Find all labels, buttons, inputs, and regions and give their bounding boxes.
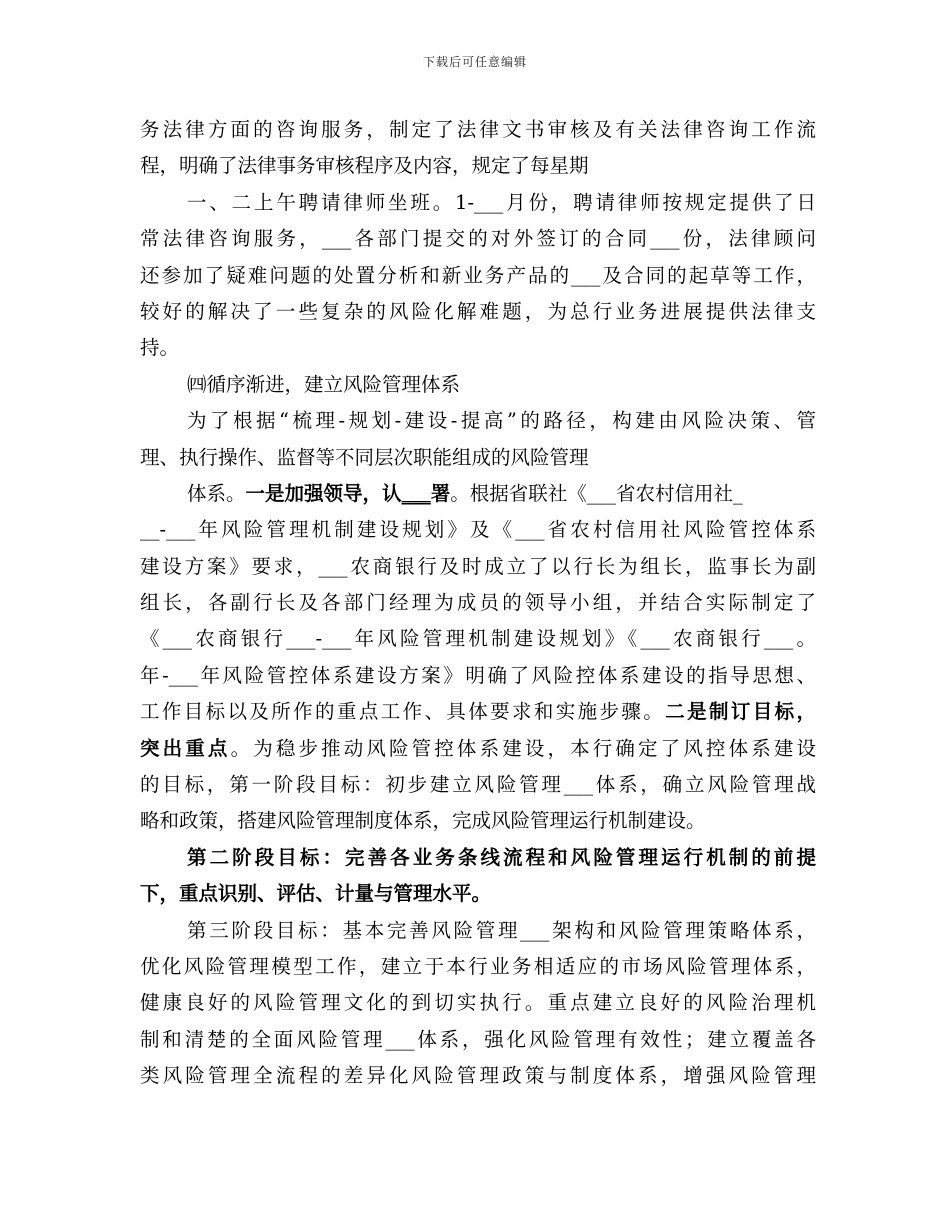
document-body xyxy=(140,112,816,1095)
text-line: 的目标，第一阶段目标：初步建立风险管理___体系，确立风险管理战 xyxy=(140,773,816,797)
text-line: 较好的解决了一些复杂的风险化解难题，为总行业务进展提供法律支 xyxy=(140,299,816,323)
text-line: 年-___年风险管控体系建设方案》明确了风险控体系建设的指导思想、 xyxy=(140,663,816,687)
text-run: 体系。 xyxy=(187,481,246,505)
text-line xyxy=(140,694,816,730)
text-line: ㈣循序渐进，建立风险管理体系 xyxy=(187,372,461,396)
bold-text: 一是加强领导，认 xyxy=(245,481,402,505)
text-line: 一、二上午聘请律师坐班。1-___月份，聘请律师按规定提供了日 xyxy=(187,190,816,214)
text-line: 常法律咨询服务，___各部门提交的对外签订的合同___份，法律顾问 xyxy=(140,227,816,251)
text-line: 略和政策，搭建风险管理制度体系，完成风险管理运行机制建设。 xyxy=(140,809,706,833)
text-line: 理、执行操作、监督等不同层次职能组成的风险管理 xyxy=(140,445,589,469)
text-line: 组长，各副行长及各部门经理为成员的领导小组，并结合实际制定了 xyxy=(140,591,816,615)
text-line: 类风险管理全流程的差异化风险管理政策与制度体系，增强风险管理 xyxy=(140,1064,816,1088)
text-line: 优化风险管理模型工作，建立于本行业务相适应的市场风险管理体系， xyxy=(140,954,816,978)
text-line xyxy=(140,731,816,767)
bold-text: 下，重点识别、评估、计量与管理水平。 xyxy=(140,882,492,906)
bold-text: 署 xyxy=(430,481,451,505)
text-line: 建设方案》要求，___农商银行及时成立了以行长为组长，监事长为副 xyxy=(140,554,816,578)
text-line xyxy=(140,876,816,912)
text-line: 务法律方面的咨询服务，制定了法律文书审核及有关法律咨询工作流 xyxy=(140,118,816,141)
text-line: 还参加了疑难问题的处置分析和新业务产品的___及合同的起草等工作， xyxy=(140,263,816,287)
text-line: __-___年风险管理机制建设规划》及《___省农村信用社风险管控体系 xyxy=(140,518,816,542)
page-header: 下载后可任意编辑 xyxy=(422,55,527,69)
text-line xyxy=(140,476,816,512)
text-run: 。根据省联社《___省农村信用社_ xyxy=(450,481,743,505)
bold-text: 突出重点 xyxy=(140,736,231,760)
text-line: 程，明确了法律事务审核程序及内容，规定了每星期 xyxy=(140,154,589,178)
text-line xyxy=(140,840,816,876)
bold-text: 二是制订目标， xyxy=(665,700,816,724)
bold-text: 第二阶段目标：完善各业务条线流程和风险管理运行机制的前提 xyxy=(187,845,816,869)
text-line: 健康良好的风险管理文化的到切实执行。重点建立良好的风险治理机 xyxy=(140,991,816,1015)
text-line: 持。 xyxy=(140,336,180,360)
text-line: 为了根据“梳理-规划-建设-提高”的路径，构建由风险决策、管 xyxy=(187,409,816,433)
text-line: 《___农商银行___-___年风险管理机制建设规划》《___农商银行___。 xyxy=(140,627,816,651)
text-run: 。为稳步推动风险管控体系建设，本行确定了风控体系建设 xyxy=(230,736,816,760)
text-line: 制和清楚的全面风险管理___体系，强化风险管理有效性；建立覆盖各 xyxy=(140,1027,816,1051)
bold-text: ___ xyxy=(401,481,431,505)
text-run: 工作目标以及所作的重点工作、具体要求和实施步骤。 xyxy=(140,700,666,724)
text-line: 第三阶段目标：基本完善风险管理___架构和风险管理策略体系， xyxy=(187,918,816,942)
